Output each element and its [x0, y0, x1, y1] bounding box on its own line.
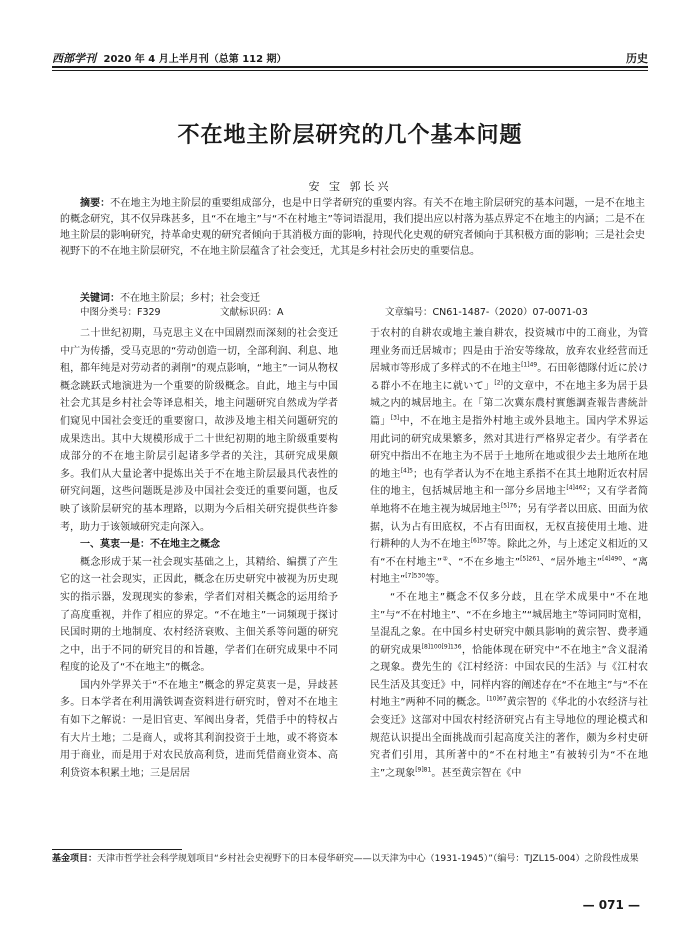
section-label: 历史	[626, 52, 648, 65]
article-authors: 安 宝 郭长兴	[308, 180, 392, 193]
journal-issue	[52, 50, 287, 66]
footnote	[52, 853, 648, 866]
body-column-right	[370, 325, 648, 782]
page-number: — 071 —	[582, 898, 640, 912]
clc-number: 中图分类号：F329	[80, 307, 161, 318]
citation: [9]81	[415, 766, 432, 774]
article-number: 文章编号：CN61-1487-（2020）07-0071-03	[385, 307, 588, 318]
citation: [4]5	[400, 467, 414, 475]
abstract	[60, 196, 645, 260]
citation: ②	[442, 555, 448, 563]
citation: [4]462	[566, 485, 587, 493]
body-column-left	[60, 325, 338, 782]
keywords-text: 不在地主阶层；乡村；社会变迁	[120, 293, 260, 304]
body-paragraph: 于农村的自耕农或地主兼自耕农，投资城市中的工商业，为管理业务而迁居城市；四是由于治安等缘故，放弃农业经营而迁居城市等形成了多样式的不在地主$^{[1]49}$。石田彰德隊付近に於ける群小不在地主に就いて」[2]的文章中，不在地主多为居于县城之内的城居地主。在「第二次冀东農村實態調查報告書統計篇」[3]中，不在地主是指外村地主或外县地主。国内学术界运用此词的研究成果繁多，然对其进行严格界定者少。有学者在研究中指出不在地主为不居于土地所在地或很少去土地所在地的地主$^{[4]5}$；也有学者认为不在地主系指不在其土地附近农村居住的地主，包括城居地主和一部分乡居地主$^{[4]462}$；又有学者简单地将不在地主视为城居地主$^{[5]76}$；另有学者以田底、田面为依据，认为占有田底权，不占有田面权，无权直接使用土地、进行耕种的人为不在地主$^{[6]57}$等。除此之外，与上述定义相近的又有“不在村地主”②、“不在乡地主”$^{[5]261}$、“居外地主”$^{[4]490}$、“离村地主”$^{[7]530}$等。	[370, 328, 649, 586]
citation: [3]	[390, 414, 400, 422]
document-code: 文献标识码：A	[220, 307, 284, 318]
citation: [5]261	[520, 555, 541, 563]
journal-logo: 西部学刊	[52, 52, 96, 65]
citation: [2]	[494, 379, 503, 387]
article-meta	[60, 305, 645, 320]
citation: [8]100[9]136	[421, 643, 462, 651]
keywords	[60, 291, 645, 306]
header-rule-thin	[52, 70, 648, 71]
citation: [1]49	[521, 361, 538, 369]
citation: [7]530	[405, 572, 426, 580]
body-paragraph: 概念形成于某一社会现实基础之上，其精给、编撰了产生它的这一社会现实，正因此，概念在历史研究中被视为历史现实的指示器，发现现实的参索，学者们对相关概念的运用给予了高度重视，并作了相应的界定。“不在地主”一词频现于探讨民国时期的土地制度、农村经济衰败、主佃关系等问题的研究之中，出于不同的研究目的和旨趣，学者们在研究成果中不同程度的论及了“不在地主”的概念。	[60, 556, 338, 674]
issue-label: 2020 年 4 月上半月刊（总第 112 期）	[103, 54, 287, 65]
citation: [10]67	[486, 696, 507, 704]
footnote-text: 天津市哲学社会科学规划项目“乡村社会史视野下的日本侵华研究——以天津为中心（1931-1945）”（编号：TJZL15-004）之阶段性成果	[97, 854, 639, 864]
article-title: 不在地主阶层研究的几个基本问题	[177, 122, 523, 148]
body-paragraph: 二十世纪初期，马克思主义在中国剧烈而深刻的社会变迁中广为传播，受马克思的“劳动创造一切，全部利润、利息、地租，都年纯是对劳动者的剥削”的观点影响，“地主”一词从物权概念跳跃式地演进为一个重要的阶级概念。自此，地主与中国社会尤其是乡村社会等译息相关，地主问题研究自然成为学者们窥见中国社会变迁的重要窗口，故涉及地主相关问题研究的成果迭出。其中大规模形成于二十世纪初期的地主阶级重要构成部分的不在地主阶层引起诸多学者的关注，其研究成果颇多。我们从大量论著中提炼出关于不在地主阶层最具代表性的研究问题，这些问题既是涉及中国社会变迁的重要问题，也反映了该阶层研究的基本理路，以期为今后相关研究提供些许参考，助力于该领域研究走向深入。	[60, 328, 338, 533]
keywords-label: 关键词：	[80, 293, 120, 304]
section-heading: 一、莫衷一是：不在地主之概念	[80, 539, 220, 551]
abstract-text: 不在地主为地主阶层的重要组成部分，也是中日学者研究的重要内容。有关不在地主阶层研究的基本问题，一是不在地主的概念研究，其不仅异珠甚多，且“不在地主”与“不在村地主”等词语混用，我们提出应以村落为基点界定不在地主的内涵；二是不在地主阶层的影响研究，持革命史观的研究者倾向于其消极方面的影响，持现代化史观的研究者倾向于其积极方面的影响；三是社会史视野下的不在地主阶层研究，不在地主阶层蕴含了社会变迁，尤其是乡村社会历史的重要信息。	[60, 198, 646, 257]
abstract-label: 摘要：	[80, 198, 111, 209]
citation: [6]57	[470, 537, 487, 545]
footnote-rule	[52, 849, 182, 850]
citation: [4]490	[602, 555, 623, 563]
footnote-label: 基金项目：	[52, 854, 98, 864]
body-paragraph: “不在地主”概念不仅多分歧，且在学术成果中“不在地主”与“不在村地主”、“不在乡地主”“城居地主”等词同时宽相，呈混乱之象。在中国乡村史研究中颇具影响的黄宗智、费孝通的研究成果$^{[8]100[9]136}$，恰能体现在研究中“不在地主”含义混淆之现象。费先生的《江村经济：中国农民的生活》与《江村农民生活及其变迁》中，同样内容的阐述存在“不在地主”与“不在村地主”两种不同的概念。$^{[10]67}$黄宗智的《华北的小农经济与社会变迁》这部对中国农村经济研究占有主导地位的理论模式和规范认识提出全面挑战而引起高度关注的著作，颇为乡村史研究者们引用，其所著中的“不在村地主”有被转引为“不在地主”之现象$^{[9]81}$。甚至黄宗智在《中	[370, 591, 649, 779]
citation: [5]76	[500, 502, 518, 510]
body-paragraph: 国内外学界关于“不在地主”概念的界定莫衷一是，异歧甚多。日本学者在利用满铁调查资料进行研究时，曾对不在地主有如下之解说：一是旧官吏、军阀出身者，凭借手中的特权占有大片土地；二是商人，或将其利润投资于土地，或不将资本用于商业，而是用于对农民放高利贷，进而凭借商业资本、高利贷资本积累土地；三是居居	[60, 679, 338, 779]
header-rule-thick	[52, 66, 648, 68]
